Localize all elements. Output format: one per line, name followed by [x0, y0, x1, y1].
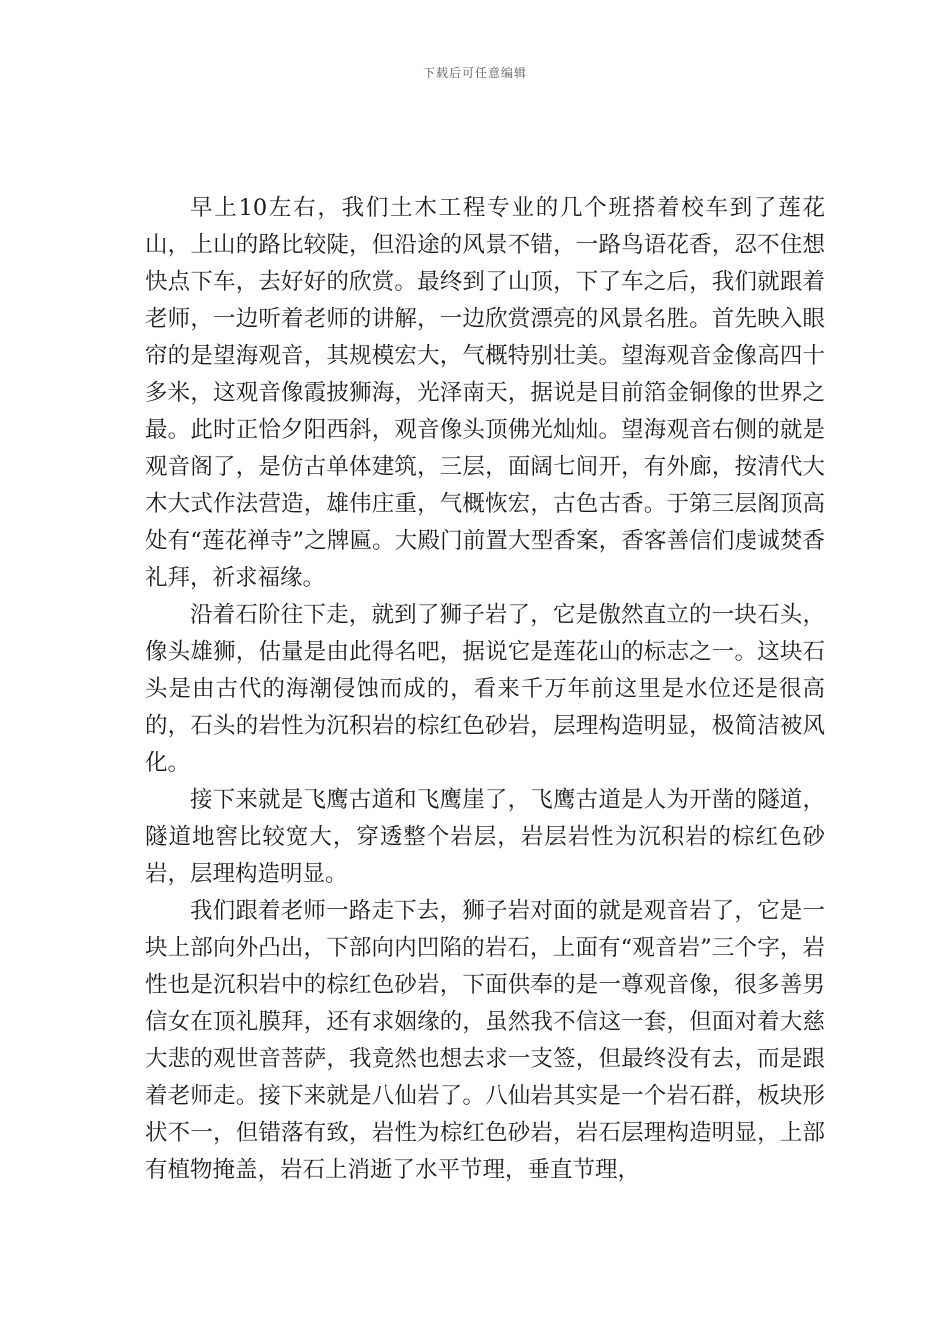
- paragraph-1: 早上10左右，我们土木工程专业的几个班搭着校车到了莲花山，上山的路比较陡，但沿途的风景不错，一路鸟语花香，忍不住想快点下车，去好好的欣赏。最终到了山顶，下了车之后，我们就跟着老师，一边听着老师的讲解，一边欣赏漂亮的风景名胜。首先映入眼帘的是望海观音，其规模宏大，气概特别壮美。望海观音金像高四十多米，这观音像霞披狮海，光泽南天，据说是目前箔金铜像的世界之最。此时正恰夕阳西斜，观音像头顶佛光灿灿。望海观音右侧的就是观音阁了，是仿古单体建筑，三层，面阔七间开，有外廊，按清代大木大式作法营造，雄伟庄重，气概恢宏，古色古香。于第三层阁顶高处有“莲花禅寺”之牌匾。大殿门前置大型香案，香客善信们虔诚焚香礼拜，祈求福缘。: [145, 195, 825, 591]
- document-body: [145, 190, 825, 1189]
- paragraph-3: 接下来就是飞鹰古道和飞鹰崖了，飞鹰古道是人为开凿的隧道，隧道地窖比较宽大，穿透整个岩层，岩层岩性为沉积岩的棕红色砂岩，层理构造明显。: [145, 787, 825, 887]
- header-note: 下载后可任意编辑: [422, 66, 527, 80]
- paragraph-2: 沿着石阶往下走，就到了狮子岩了，它是傲然直立的一块石头，像头雄狮，估量是由此得名吧，据说它是莲花山的标志之一。这块石头是由古代的海潮侵蚀而成的，看来千万年前这里是水位还是很高的，石头的岩性为沉积岩的棕红色砂岩，层理构造明显，极简洁被风化。: [145, 602, 825, 776]
- paragraph-4: 我们跟着老师一路走下去，狮子岩对面的就是观音岩了，它是一块上部向外凸出，下部向内凹陷的岩石，上面有“观音岩”三个字，岩性也是沉积岩中的棕红色砂岩，下面供奉的是一尊观音像，很多善男信女在顶礼膜拜，还有求姻缘的，虽然我不信这一套，但面对着大慈大悲的观世音菩萨，我竟然也想去求一支签，但最终没有去，而是跟着老师走。接下来就是八仙岩了。八仙岩其实是一个岩石群，板块形状不一，但错落有致，岩性为棕红色砂岩，岩石层理构造明显，上部有植物掩盖，岩石上消逝了水平节理，垂直节理，: [145, 898, 825, 1183]
